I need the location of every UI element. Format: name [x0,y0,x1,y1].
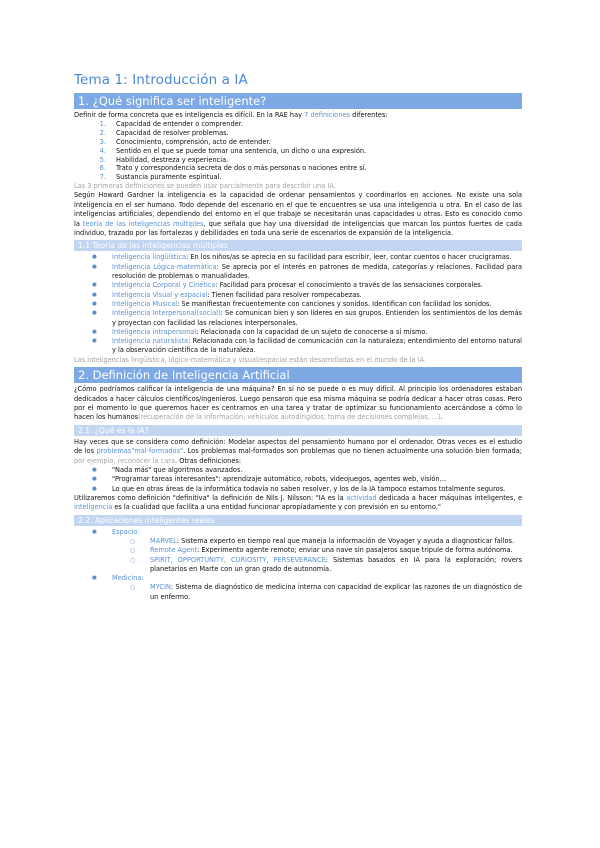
section-1-1-heading: 1.1 Teoría de las inteligencias múltiples [74,240,522,251]
list-item: ○ SPIRIT, OPPORTUNITY, CURIOSITY, PERSEVERANCE: Sistemas basados en IA para la exploración; rovers planetarios en Marte con un gran grado de autonomía. [150,556,522,575]
rae-definitions-list [74,120,522,182]
gardner-paragraph: Según Howard Gardner la inteligencia es la capacidad de ordenar pensamientos y coordinarlos en acciones. No existe una sola inteligencia en el ser humano. Todo depende del escenario en el que te encuentres se usa una inteligencia u otra. En el caso de las inteligencias artificiales, dependiendo del entorno en el que trabaje se necesitarán unas capacidades u otras. Esto es conocido como la teoría de las inteligencias múltiples, que señala que hay una diversidad de inteligencias que marcan los puntos fuertes de cada individuo, trazado por las fortalezas y debilidades en toda una serie de escenarios de expansión de la inteligencia. [74,191,523,238]
section-2-paragraph: ¿Cómo podríamos calificar la inteligencia de una máquina? En sí no se puede o es muy difícil. Al principio los ordenadores estaban dedicados a hacer cálculos científicos/ingenieros. Luego pensaron que esa misma máquina se podría dedicar a hacer otras cosas. Pero por el momento lo que queremos hacer es centrarnos en una tarea y tratar de optimizar su funcionamiento acercándose a cómo lo hacen los humanos(recuperación de la información, vehículos autodirigidos, toma de decisiones complejas, ...). [74,385,522,422]
intelligences-list [74,253,522,355]
list-item: ● Lo que en otras áreas de la informática todavía no saben resolver, y los de la IA tampoco estamos totalmente seguros. [112,485,522,494]
list-item: 2. Capacidad de resolver problemas. [108,129,522,138]
list-item: ● Inteligencia intrapersonal: Relacionada con la capacidad de un sujeto de conocerse a sí mismo. [112,328,522,337]
list-item: ● Inteligencia lingüística: En los niños/as se aprecia en su facilidad para escribir, leer, contar cuentos o hacer crucigramas. [112,253,522,262]
list-item: 6. Trato y correspondencia secreta de dos o más personas o naciones entre sí. [108,164,522,173]
list-item: ● Espacio: ○ MARVEL: Sistema experto en tiempo real que maneja la información de Voyager y ayuda a diagnosticar fallos. ○ Remote Agent: Experimento agente remoto; enviar una nave sin pasajeros saque tripule de forma autónoma. ○ SPIRIT, OPPORTUNITY, CURIOSITY, PERSEVERANCE: Sistemas basados en IA para la exploración; rovers planetarios en Marte con un gran grado de autonomía. [112,528,522,574]
list-item: ● "Programar tareas interesantes": aprendizaje automático, robots, videojuegos, agentes web, visión… [112,475,522,484]
list-item: 3. Conocimiento, comprensión, acto de entender. [108,138,522,147]
section-2-heading: 2. Definición de Inteligencia Artificial [74,367,522,383]
medicine-applications-list [112,583,522,602]
list-item: ● Inteligencia Musical: Se manifiestan frecuentemente con canciones y sonidos. Identifican con facilidad los sonidos. [112,300,522,309]
list-item: ● "Nada más" que algoritmos avanzados. [112,466,522,475]
list-item: ● Inteligencia Visual y espacial: Tienen facilidad para resolver rompecabezas. [112,291,522,300]
list-item: ○ MYCIN: Sistema de diagnóstico de medicina interna con capacidad de explicar las razones de un diagnóstico de un enfermo. [150,583,522,602]
list-item: ● Inteligencia naturalista: Relacionada con la facilidad de comunicación con la naturaleza; entendimiento del entorno natural y la observación científica de la naturaleza. [112,337,522,356]
list-item: ● Inteligencia Corporal y Cinética: Facilidad para procesar el conocimiento a través de las sensaciones corporales. [112,281,522,290]
nilsson-definition: Utilizaremos como definición "definitiva" la definición de Nils J. Nilsson: "IA es la actividad dedicada a hacer máquinas inteligentes, e inteligencia es la cualidad que facilita a una entidad funcionar apropiadamente y con previsión en su entorno." [74,493,522,512]
section-1-1-note: Las inteligencias lingüística, lógico-matemática y visual/espacial están desarrolladas en el mundo de la IA. [74,355,427,364]
list-item: 1. Capacidad de entender o comprender. [108,120,522,129]
list-item: ○ Remote Agent: Experimento agente remoto; enviar una nave sin pasajeros saque tripule de forma autónoma. [150,546,522,555]
document-title: Tema 1: Introducción a IA [74,72,248,88]
space-applications-list [112,537,522,574]
list-item: ● Medicina: ○ MYCIN: Sistema de diagnóstico de medicina interna con capacidad de explicar las razones de un diagnóstico de un enfermo. [112,574,522,602]
list-item: 4. Sentido en el que se puede tomar una sentencia, un dicho o una expresión. [108,147,522,156]
section-1-note: Las 3 primeras definiciones se pueden usar parcialmente para describir una IA. [74,181,336,190]
list-item: ● Inteligencia Interpersonal(social): Se comunican bien y son líderes en sus grupos. Entienden los sentimientos de los demás y proyectan con facilidad las relaciones interpersonales. [112,309,522,328]
section-1-intro: Definir de forma concreta que es inteligencia es difícil. En la RAE hay 7 definiciones diferentes: [74,111,388,119]
other-definitions-list [74,466,522,494]
section-2-2-heading: 2.2. Aplicaciones inteligentes reales [74,515,522,526]
section-1-heading: 1. ¿Qué significa ser inteligente? [74,93,522,109]
list-item: ● Inteligencia Lógica-matemática: Se aprecia por el interés en patrones de medida, categorías y relaciones. Facilidad para resolución de problemas o manualidades. [112,263,522,282]
list-item: 7. Sustancia puramente espiritual. [108,173,522,182]
list-item: 5. Habilidad, destreza y experiencia. [108,156,522,165]
section-2-1-heading: 2.1. ¿Qué es la IA? [74,425,522,436]
section-2-1-paragraph: Hay veces que se considera como definición: Modelar aspectos del pensamiento humano por el ordenador. Otras veces es el estudio de los problemas"mal-formados". Los problemas mal-formados son problemas que no tienen actualmente una solución bien formada; por ejemplo, reconocer la cara. Otras definiciones: [74,437,522,465]
applications-list [74,528,522,602]
list-item: ○ MARVEL: Sistema experto en tiempo real que maneja la información de Voyager y ayuda a diagnosticar fallos. [150,537,522,546]
